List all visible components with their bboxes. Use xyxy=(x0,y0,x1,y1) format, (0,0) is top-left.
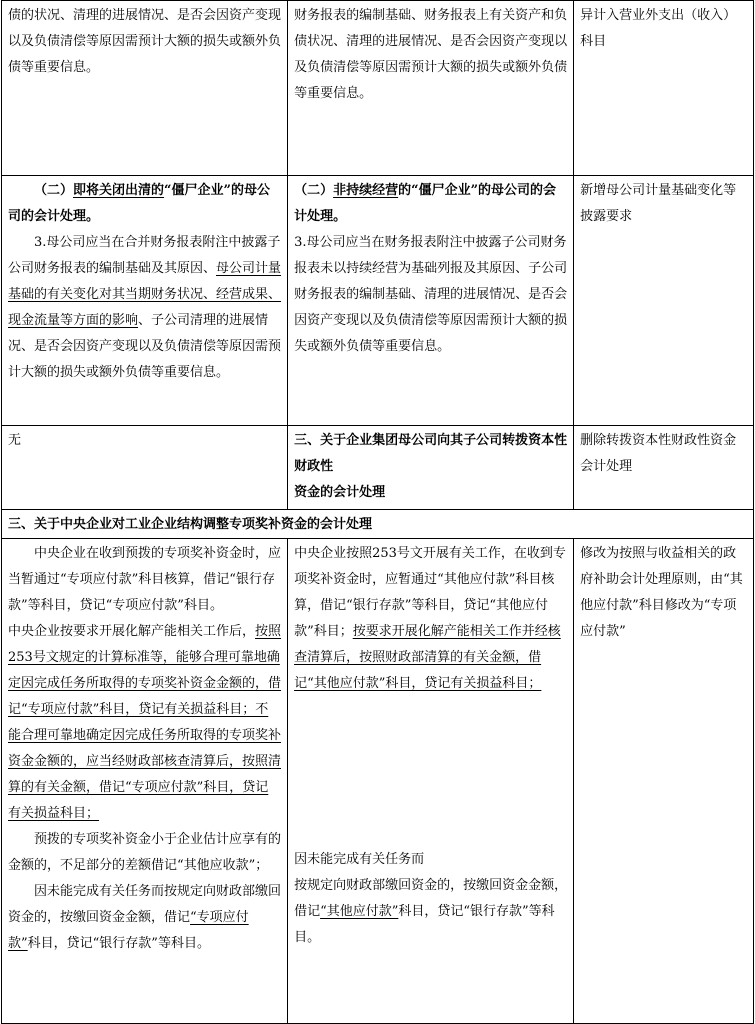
cell-note: 新增母公司计量基础变化等披露要求 xyxy=(574,176,754,426)
paragraph: 因未能完成有关任务而按规定向财政部缴回资金的，按缴回资金金额，借记“专项应付款”科目，贷记“银行存款”等科目。 xyxy=(8,884,282,951)
table-row xyxy=(2,426,754,510)
cell-original: 债的状况、清理的进展情况、是否会因资产变现以及负债清偿等原因需预计大额的损失或额外负债等重要信息。 xyxy=(2,1,288,176)
cell-original xyxy=(2,539,288,1024)
cell-revised xyxy=(288,176,574,426)
section-heading: 三、关于企业集团母公司向其子公司转拨资本性财政性 xyxy=(294,433,568,474)
paragraph: 按规定向财政部缴回资金的，按缴回资金金额，借记“其他应付款”科目，贷记“银行存款”等科目。 xyxy=(294,878,568,945)
cell-original: 无 xyxy=(2,426,288,510)
cell-revised xyxy=(288,426,574,510)
paragraph: 因未能完成有关任务而 xyxy=(294,852,425,867)
blank-space xyxy=(294,697,567,847)
cell-note: 修改为按照与收益相关的政府补助会计处理原则，由“其他应付款”科目修改为“专项应付款” xyxy=(574,539,754,1024)
table-row xyxy=(2,176,754,426)
paragraph: 中央企业在收到预拨的专项奖补资金时，应当暂通过“专项应付款”科目核算，借记“银行存款”等科目，贷记“专项应付款”科目。 xyxy=(8,546,282,613)
comparison-table xyxy=(1,0,754,1024)
paragraph: 3.母公司应当在合并财务报表附注中披露子公司财务报表的编制基础及其原因、母公司计量基础的有关变化对其当期财务状况、经营成果、现金流量等方面的影响、子公司清理的进展情况、是否会因资产变现以及负债清偿等原因需预计大额的损失或额外负债等重要信息。 xyxy=(8,235,282,380)
cell-revised xyxy=(288,539,574,1024)
section-heading: （二）即将关闭出清的“僵尸企业”的母公司的会计处理。 xyxy=(8,183,270,224)
cell-note: 删除转拨资本性财政性资金会计处理 xyxy=(574,426,754,510)
section-title-cell xyxy=(2,510,754,539)
table-row xyxy=(2,510,754,539)
section-heading: 资金的会计处理 xyxy=(294,485,386,500)
table-row xyxy=(2,539,754,1024)
table-row xyxy=(2,1,754,176)
paragraph: 预拨的专项奖补资金小于企业估计应享有的金额的，不足部分的差额借记“其他应收款”； xyxy=(8,832,282,873)
cell-revised: 财务报表的编制基础、财务报表上有关资产和负债状况、清理的进展情况、是否会因资产变现以及负债清偿等原因需预计大额的损失或额外负债等重要信息。 xyxy=(288,1,574,176)
paragraph: 中央企业按照253号文开展有关工作，在收到专项奖补资金时，应暂通过“其他应付款”科目核算，借记“银行存款”等科目，贷记“其他应付款”科目；按要求开展化解产能相关工作并经核查清算后，按照财政部清算的有关金额，借记“其他应付款”科目，贷记有关损益科目； xyxy=(294,546,566,691)
section-title: 三、关于中央企业对工业企业结构调整专项奖补资金的会计处理 xyxy=(8,517,373,532)
paragraph: 3.母公司应当在财务报表附注中披露子公司财务报表未以持续经营为基础列报及其原因、子公司财务报表的编制基础、清理的进展情况、是否会因资产变现以及负债清偿等原因需预计大额的损失或额外负债等重要信息。 xyxy=(294,235,568,354)
cell-original xyxy=(2,176,288,426)
cell-note: 异计入营业外支出（收入）科目 xyxy=(574,1,754,176)
paragraph: 中央企业按要求开展化解产能相关工作后，按照253号文规定的计算标准等，能够合理可靠地确定因完成任务所取得的专项奖补资金金额的，借记“专项应付款”科目，贷记有关损益科目；不能合理可靠地确定因完成任务所取得的专项奖补资金金额的，应当经财政部核查清算后，按照清算的有关金额，借记“专项应付款”科目，贷记有关损益科目； xyxy=(8,624,282,821)
section-heading: （二）非持续经营的“僵尸企业”的母公司的会计处理。 xyxy=(294,183,557,224)
